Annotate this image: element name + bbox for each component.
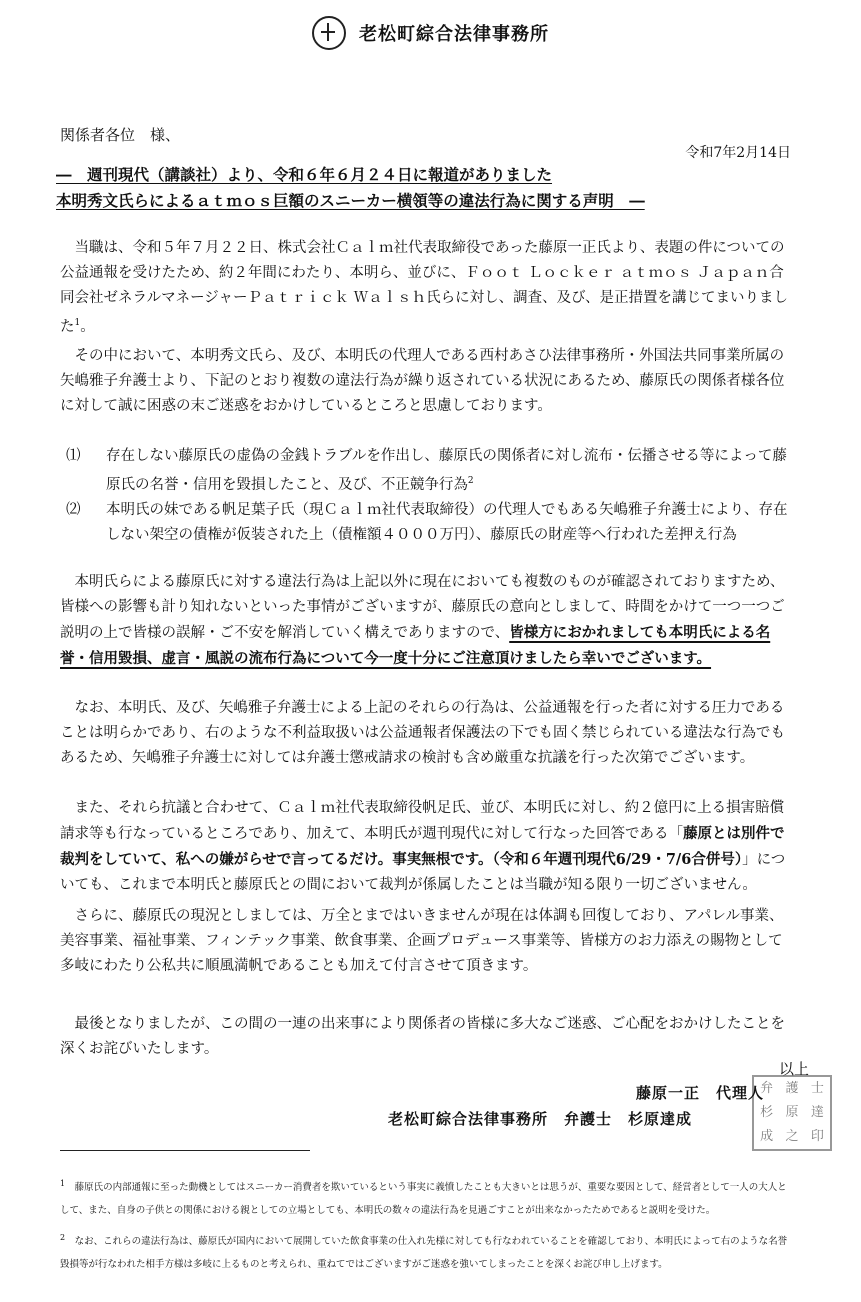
footnote-1 bbox=[60, 1172, 795, 1222]
footnote-text: なお、これらの違法行為は、藤原氏が国内において展開していた飲食事業の仕入れ先様に対しても行なわれていることを確認しており、本明氏によって右のような名誉毀損等が行なわれた相手方様は多岐に上るものと考えられ、重ねてではございますがご迷惑を強いてしまったことを深くお詫び申し上げます。 bbox=[60, 1236, 788, 1271]
lawyer-seal-stamp: 弁 護 士 杉 原 達 成 之 印 bbox=[752, 1075, 832, 1151]
list-item bbox=[66, 498, 788, 548]
list-item-text: 存在しない藤原氏の虚偽の金銭トラブルを作出し、藤原氏の関係者に対し流布・伝播させる等によって藤原氏の名誉・信用を毀損したこと、及び、不正競争行為 bbox=[106, 448, 787, 493]
addressee: 関係者各位 様、 bbox=[60, 126, 181, 144]
paragraph-5-text-a: また、それら抗議と合わせて、Ｃａｌｍ社代表取締役帆足氏、並び、本明氏に対し、約２億円に上る損害賠償請求等も行なっているところであり、加えて、本明氏が週刊現代に対して行なった回答である「 bbox=[60, 800, 785, 842]
footnote-ref-2: 2 bbox=[467, 476, 474, 486]
footnote-number: 2 bbox=[60, 1233, 66, 1242]
firm-emblem-icon bbox=[312, 16, 346, 50]
paragraph-6: さらに、藤原氏の現況としましては、万全とまではいきませんが現在は体調も回復しており、アパレル事業、美容事業、福祉事業、フィンテック事業、飲食事業、企画プロデュース事業等、皆様方のお力添えの賜物として多岐にわたり公私共に順風満帆であることも加えて付言させて頂きます。 bbox=[60, 908, 784, 974]
letterhead bbox=[0, 16, 861, 50]
signature-lawyer-line: 老松町綜合法律事務所 弁護士 杉原達成 bbox=[388, 1110, 693, 1128]
paragraph-3-emphasis: 皆様方におかれましても本明氏による名誉・信用毀損、虚言・風説の流布行為について今一度十分にご注意頂けましたら幸いでございます。 bbox=[60, 624, 771, 667]
signature-agent-line: 藤原一正 代理人 bbox=[636, 1084, 765, 1102]
statement-title bbox=[56, 162, 796, 214]
footnote-number: 1 bbox=[60, 1179, 66, 1188]
paragraph-5-text-c: 」についても、これまで本明氏と藤原氏との間において裁判が係属したことは当職が知る限り一切ございません。 bbox=[60, 852, 786, 893]
paragraph-3 bbox=[60, 570, 790, 672]
letter-date: 令和7年2月14日 bbox=[685, 145, 791, 161]
title-line-1: ― 週刊現代（講談社）より、令和６年６月２４日に報道がありました bbox=[56, 165, 553, 184]
paragraph-1-text: 当職は、令和５年７月２２日、株式会社Ｃａｌｍ社代表取締役であった藤原一正氏より、表題の件についての公益通報を受けたため、約２年間にわたり、本明ら、並びに、Ｆｏｏｔ Ｌｏｃｋｅｒ ａｔｍｏｓ Ｊａｐａｎ合同会社ゼネラルマネージャーＰａｔｒｉｃｋ Ｗａｌｓｈ氏らに対し、調査、及び、是正措置を講じてまいりました bbox=[60, 240, 789, 335]
paragraph-1: 当職は、令和５年７月２２日、株式会社Ｃａｌｍ社代表取締役であった藤原一正氏より、表題の件についての公益通報を受けたため、約２年間にわたり、本明ら、並びに、Ｆｏｏｔ Ｌｏｃｋｅｒ ａｔｍｏｓ Ｊａｐａｎ合同会社ゼネラルマネージャーＰａｔｒｉｃｋ Ｗａｌｓｈ氏らに対し、調査、及び、是正措置を講じてまいりました$^1$。 bbox=[60, 240, 789, 335]
paragraph-3-text: 本明氏らによる藤原氏に対する違法行為は上記以外に現在においても複数のものが確認されておりますため、皆様への影響も計り知れないといった事情がございますが、藤原氏の意向としまして、時間をかけて一つ一つご説明の上で皆様の誤解・ご不安を解消していく構えでありますので、 bbox=[60, 574, 785, 641]
firm-name: 老松町綜合法律事務所 bbox=[359, 24, 550, 45]
paragraph-5 bbox=[60, 796, 790, 898]
list-item-number: ⑵ bbox=[66, 501, 81, 518]
paragraph-4: なお、本明氏、及び、矢嶋雅子弁護士による上記のそれらの行為は、公益通報を行った者に対する圧力であることは明らかであり、右のような不利益取扱いは公益通報者保護法の下でも固く禁じられている違法な行為でもあるため、矢嶋雅子弁護士に対しては弁護士懲戒請求の検討も含め厳重な抗議を行った次第でございます。 bbox=[60, 700, 785, 766]
violation-list bbox=[66, 444, 788, 548]
footnote-ref-1: 1 bbox=[74, 318, 81, 328]
footnote-text: 藤原氏の内部通報に至った動機としてはスニーカー消費者を欺いているという事実に義憤したことも大きいとは思うが、重要な要因として、経営者として一人の大人として、また、自身の子供との関係における親としての立場としても、本明氏の数々の違法行為を見過ごすことが出来なかったためであると説明を受けた。 bbox=[60, 1182, 787, 1217]
footnote-divider bbox=[60, 1150, 310, 1151]
footnote-2 bbox=[60, 1226, 795, 1276]
paragraph-7: 最後となりましたが、この間の一連の出来事により関係者の皆様に多大なご迷惑、ご心配をおかけしたことを深くお詫びいたします。 bbox=[60, 1016, 785, 1057]
list-item-number: ⑴ bbox=[66, 448, 81, 464]
list-item bbox=[66, 444, 788, 498]
paragraph-2: その中において、本明秀文氏ら、及び、本明氏の代理人である西村あさひ法律事務所・外国法共同事業所属の矢嶋雅子弁護士より、下記のとおり複数の違法行為が繰り返されている状況にあるため、藤原氏の関係者様各位に対して誠に困惑の末ご迷惑をおかけしているところと思慮しております。 bbox=[60, 348, 785, 414]
title-line-2: 本明秀文氏らによるａｔｍｏｓ巨額のスニーカー横領等の違法行為に関する声明 ― bbox=[56, 191, 645, 210]
list-item-text: 本明氏の妹である帆足葉子氏（現Ｃａｌｍ社代表取締役）の代理人でもある矢嶋雅子弁護士により、存在しない架空の債権が仮装された上（債権額４０００万円）、藤原氏の財産等へ行われた差押え行為 bbox=[106, 501, 788, 543]
closing-word: 以上 bbox=[778, 1060, 809, 1078]
paragraph-5-quote: 藤原とは別件で裁判をしていて、私への嫌がらせで言ってるだけ。事実無根です。（令和６年週刊現代6/29・7/6合併号） bbox=[60, 825, 785, 868]
